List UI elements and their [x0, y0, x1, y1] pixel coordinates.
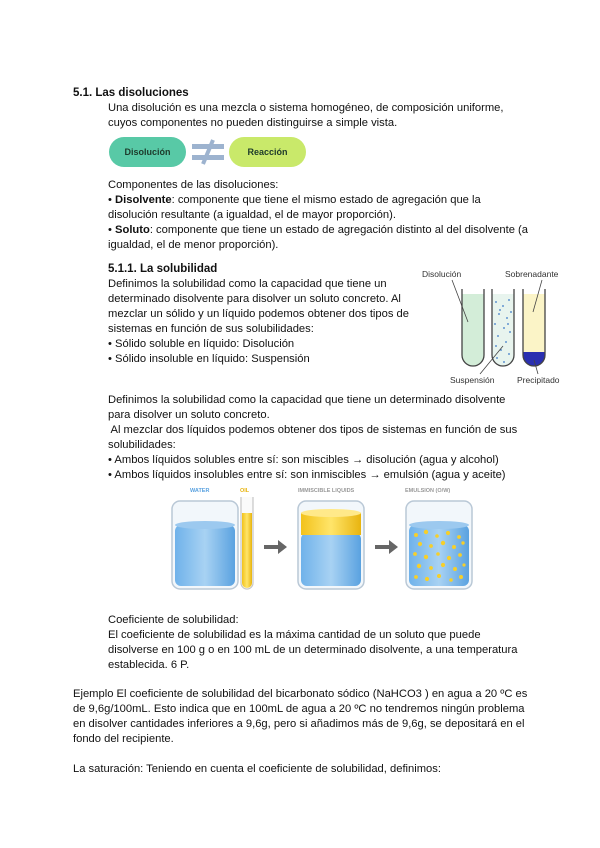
arrow-right-icon [375, 540, 398, 554]
immiscible-beaker [298, 501, 364, 589]
solubilidad-line: • Sólido soluble en líquido: Disolución [108, 338, 295, 350]
water-beaker [172, 501, 238, 589]
components-section [108, 178, 548, 253]
subsection-title: 5.1.1. La solubilidad [108, 263, 218, 275]
disolucion-pill [109, 137, 186, 167]
solubilidad-line: mezclar un sólido y un líquido podemos obtener dos tipos de [108, 308, 410, 320]
liquidos-line: • Ambos líquidos insolubles entre sí: son inmiscibles → emulsión (agua y aceite) [108, 469, 506, 481]
reaccion-pill-label: Reacción [247, 146, 288, 157]
soluto-text: : componente que tiene un estado de agregación distinto al del disolvente (a [149, 224, 528, 236]
liquidos-line: para disolver un soluto concreto. [108, 409, 270, 421]
tube-label-suspension: Suspensión [450, 375, 495, 385]
ejemplo-line: en disolver cantidades inferiores a 9,6g, pero si añadimos más de 9,6g, se depositará en el [73, 718, 525, 730]
coeficiente-line: Coeficiente de solubilidad: [108, 614, 239, 626]
disolvente-line-2: disolución resultante (a igualdad, el de mayor proporción). [108, 209, 396, 221]
arrow-right-icon [264, 540, 287, 554]
label-oil: OIL [240, 488, 250, 494]
liquidos-line: • Ambos líquidos solubles entre sí: son miscibles → disolución (agua y alcohol) [108, 454, 499, 466]
intro-line: Una disolución es una mezcla o sistema homogéneo, de composición uniforme, [108, 102, 504, 114]
label-emulsion: EMULSION (O/W) [405, 488, 451, 494]
disolvente-line: • Disolvente: componente que tiene el mismo estado de agregación que la [108, 194, 481, 206]
liquidos-line: Al mezclar dos líquidos podemos obtener dos tipos de sistemas en función de sus [108, 424, 518, 436]
ejemplo-paragraph [73, 687, 553, 747]
solubilidad-line: determinado disolvente para disolver un soluto concreto. Al [108, 293, 401, 305]
liquidos-paragraph [108, 393, 548, 483]
disolucion-pill-label: Disolución [124, 146, 171, 157]
intro-paragraph [108, 101, 504, 131]
disolvente-term: Disolvente [115, 194, 172, 206]
oil-tube [241, 497, 253, 589]
tube-precipitado [523, 289, 545, 366]
coeficiente-line: disolverse en 100 g o en 100 mL de un determinado disolvente, a una temperatura [108, 644, 518, 656]
tube-label-sobrenadante: Sobrenadante [505, 269, 559, 279]
coeficiente-line: El coeficiente de solubilidad es la máxima cantidad de un soluto que puede [108, 629, 481, 641]
solubilidad-line: • Sólido insoluble en líquido: Suspensión [108, 353, 310, 365]
tube-label-disolucion: Disolución [422, 269, 462, 279]
beakers-illustration [160, 483, 480, 603]
soluto-line-2: igualdad, el de menor proporción). [108, 239, 279, 251]
label-immiscible: IMMISCIBLE LIQUIDS [298, 488, 355, 494]
ejemplo-line: de 9,6g/100mL. Esto indica que en 100mL de agua a 20 ºC no tendremos ningún problema [73, 703, 525, 715]
solubilidad-line: sistemas en función de sus solubilidades: [108, 323, 314, 335]
tube-disolucion [462, 289, 484, 366]
liquidos-line: Definimos la solubilidad como la capacidad que tiene un determinado disolvente [108, 394, 506, 406]
section-title: 5.1. Las disoluciones [73, 87, 189, 99]
intro-line: cuyos componentes no pueden distinguirse a simple vista. [108, 117, 398, 129]
coeficiente-paragraph [108, 613, 548, 673]
coeficiente-line: establecida. 6 P. [108, 659, 190, 671]
soluto-term: Soluto [115, 224, 150, 236]
solubilidad-line: Definimos la solubilidad como la capacidad que tiene un [108, 278, 387, 290]
liquidos-line: solubilidades: [108, 439, 176, 451]
label-water: WATER [190, 488, 210, 494]
disolvente-text: : componente que tiene el mismo estado de agregación que la [171, 194, 481, 206]
reaccion-pill [229, 137, 306, 167]
soluto-line: • Soluto: componente que tiene un estado de agregación distinto al del disolvente (a [108, 224, 528, 236]
test-tubes-illustration [420, 262, 570, 390]
ejemplo-line: fondo del recipiente. [73, 733, 174, 745]
solubilidad-paragraph [108, 277, 418, 367]
precipitate-layer [523, 352, 545, 366]
ejemplo-line: Ejemplo El coeficiente de solubilidad del bicarbonato sódico (NaHCO3 ) en agua a 20 ºC es [73, 688, 528, 700]
components-title: Componentes de las disoluciones: [108, 179, 279, 191]
tube-suspension [492, 289, 514, 366]
tube-label-precipitado: Precipitado [517, 375, 560, 385]
saturacion-line: La saturación: Teniendo en cuenta el coeficiente de solubilidad, definimos: [73, 763, 441, 775]
not-equal-icon [190, 138, 226, 166]
emulsion-beaker [406, 501, 472, 589]
